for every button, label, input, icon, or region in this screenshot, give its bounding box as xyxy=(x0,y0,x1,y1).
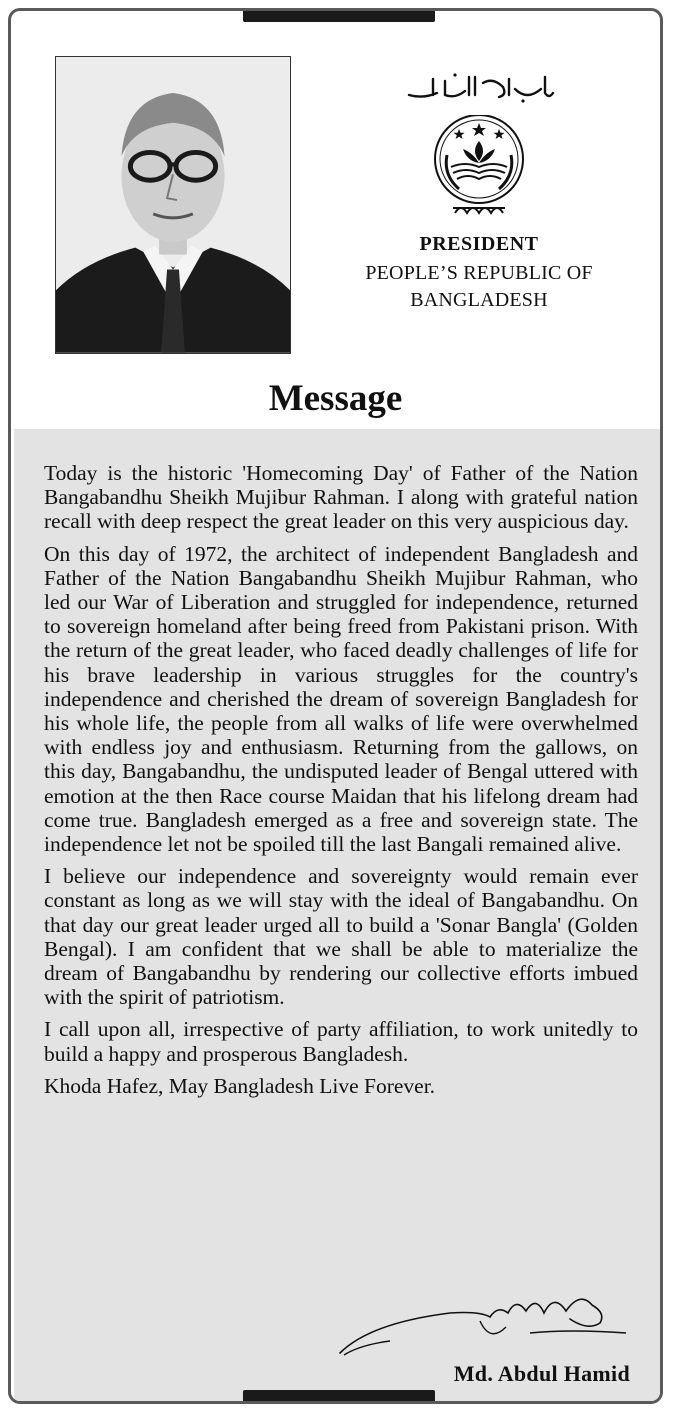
top-tab-decoration xyxy=(243,11,435,22)
bottom-tab-decoration xyxy=(243,1390,435,1401)
president-portrait xyxy=(55,56,291,354)
handwritten-signature xyxy=(330,1283,630,1373)
message-body-panel xyxy=(14,429,660,1404)
office-header xyxy=(329,69,629,314)
message-card xyxy=(8,8,663,1404)
portrait-image xyxy=(56,57,290,353)
paragraph: On this day of 1972, the architect of independent Bangladesh and Father of the Nation Bangabandhu Sheikh Mujibur Rahman, who led our War of Liberation and struggled for independence, returned to sovereign homeland after being freed from Pakistani prison. With the return of the great leader, who faced deadly challenges of life for his brave leadership in various struggles for the country's independence and cherished the dream of sovereign Bangladesh for his whole life, the people from all walks of life were overwhelmed with endless joy and enthusiasm. Returning from the gallows, on this day, Bangabandhu, the undisputed leader of Bengal uttered with emotion at the then Race course Maidan that his lifelong dream had come true. Bangladesh emerged as a free and sovereign state. The independence let not be spoiled till the last Bangali remained alive. xyxy=(44,541,638,857)
state-emblem-seal xyxy=(429,115,529,223)
country-name: PEOPLE’S REPUBLIC OF BANGLADESH xyxy=(365,262,593,311)
message-heading: Message xyxy=(268,378,403,419)
message-text xyxy=(44,461,638,1106)
office-title: PRESIDENT xyxy=(419,233,539,255)
paragraph: Khoda Hafez, May Bangladesh Live Forever. xyxy=(44,1073,436,1098)
paragraph: I call upon all, irrespective of party affiliation, to work unitedly to build a happy and prosperous Bangladesh. xyxy=(44,1017,638,1066)
paragraph: Today is the historic 'Homecoming Day' of Father of the Nation Bangabandhu Sheikh Mujibur Rahman. I along with grateful nation recall with deep respect the great leader on this very auspicious day. xyxy=(44,461,638,534)
arabic-invocation-calligraphy xyxy=(403,69,555,105)
paragraph: I believe our independence and sovereignty would remain ever constant as long as we will stay with the ideal of Bangabandhu. On that day our great leader urged all to build a 'Sonar Bangla' (Golden Bengal). I am confident that we shall be able to materialize the dream of Bangabandhu by rendering our collective efforts imbued with the spirit of patriotism. xyxy=(44,864,638,1010)
signer-name: Md. Abdul Hamid xyxy=(453,1361,630,1386)
